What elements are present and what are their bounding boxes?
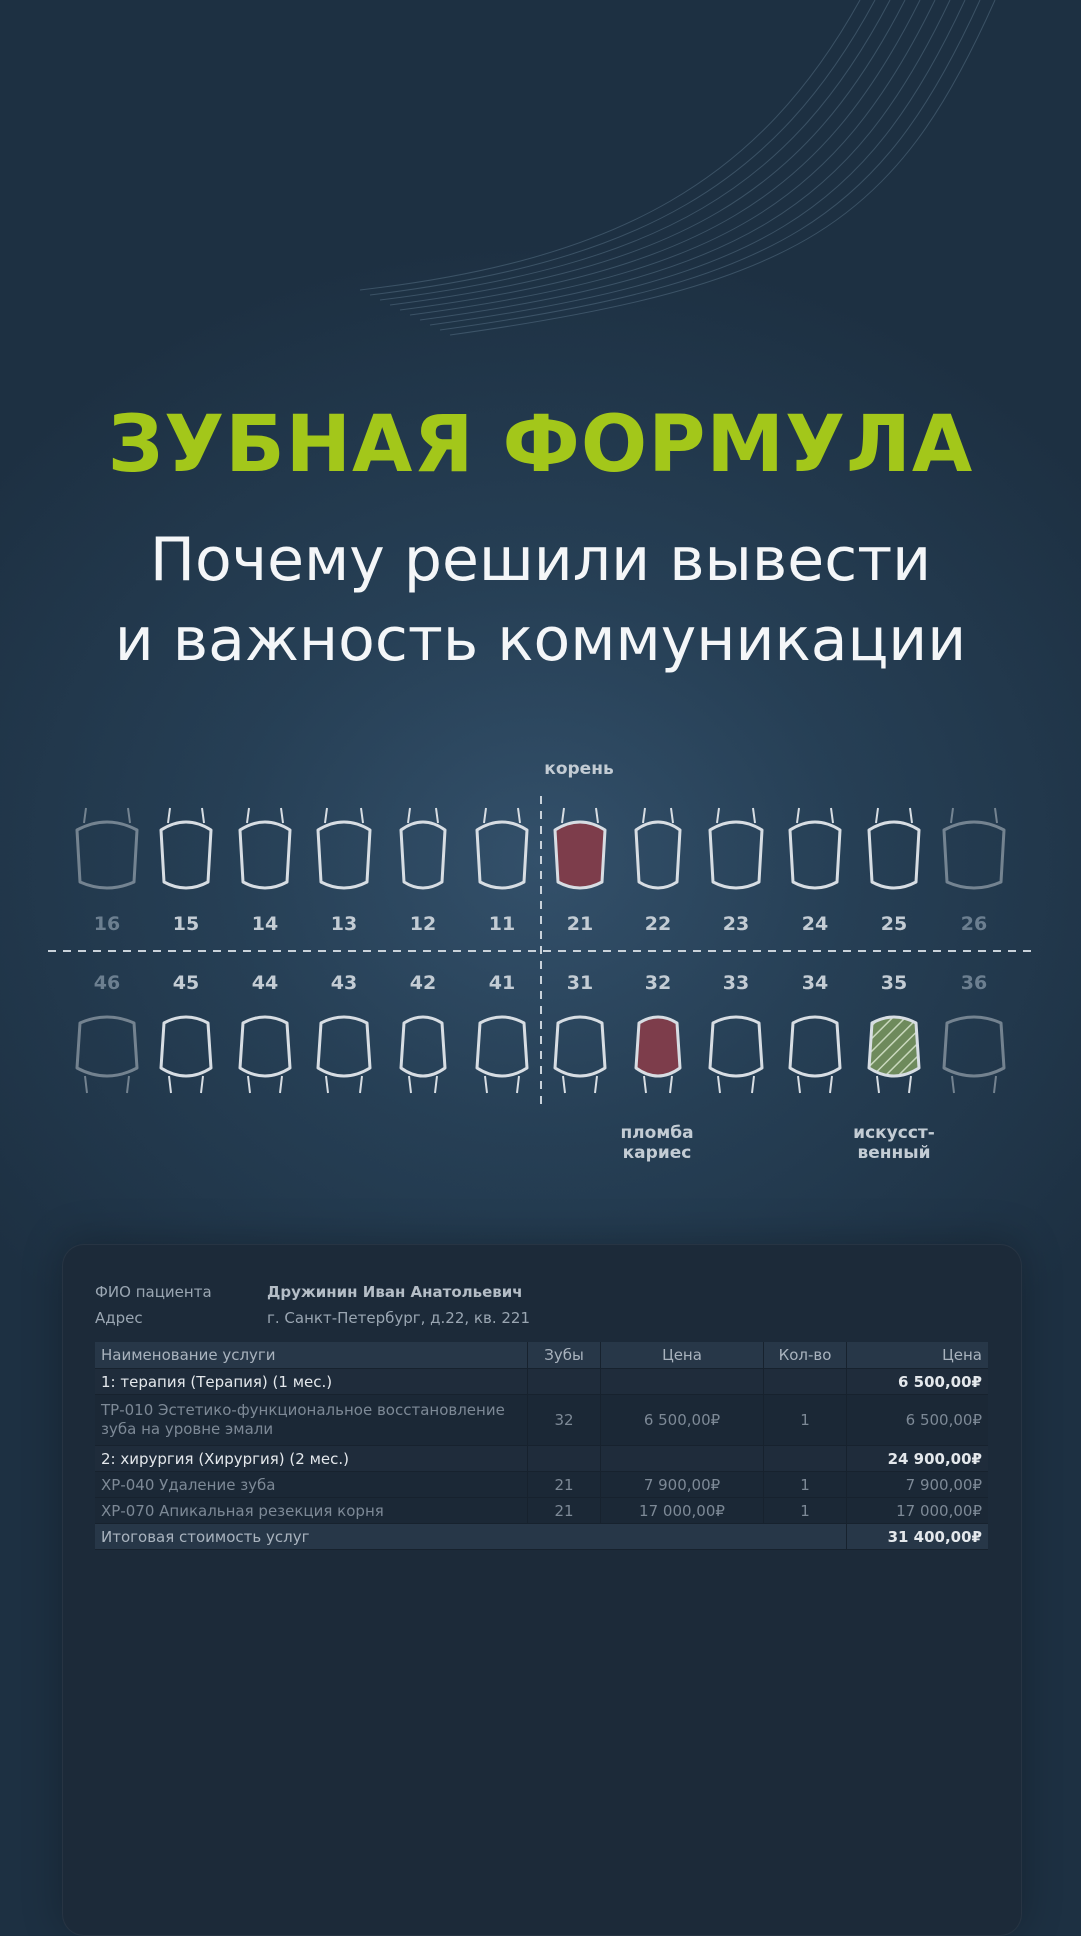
service-price: 17 000,00₽ — [601, 1498, 764, 1524]
tooth-31 — [555, 1017, 605, 1076]
tooth-number-31: 31 — [566, 972, 594, 994]
empty-cell — [764, 1369, 847, 1395]
group-total: 24 900,00₽ — [847, 1446, 989, 1472]
summary-total: 31 400,00₽ — [847, 1524, 989, 1550]
header-service-name: Наименование услуги — [95, 1342, 528, 1369]
empty-cell — [528, 1369, 601, 1395]
summary-row — [95, 1524, 988, 1550]
tooth-number-43: 43 — [330, 972, 358, 994]
tooth-45 — [161, 1017, 211, 1076]
tooth-number-11: 11 — [488, 913, 516, 935]
tooth-number-45: 45 — [172, 972, 200, 994]
group-name: 2: хирургия (Хирургия) (2 мес.) — [95, 1446, 528, 1472]
subtitle-line-2: и важность коммуникации — [114, 605, 967, 675]
tooth-number-24: 24 — [801, 913, 829, 935]
tooth-43 — [318, 1017, 370, 1076]
tooth-15 — [161, 822, 211, 888]
tooth-34 — [790, 1017, 840, 1076]
tooth-number-33: 33 — [722, 972, 750, 994]
tooth-root — [169, 1076, 203, 1093]
dental-formula — [0, 740, 1081, 1180]
tooth-number-13: 13 — [330, 913, 358, 935]
service-row — [95, 1498, 988, 1524]
tooth-32 — [636, 1017, 680, 1076]
tooth-number-15: 15 — [172, 913, 200, 935]
tooth-42 — [401, 1017, 445, 1076]
tooth-root — [326, 1076, 362, 1093]
service-price: 6 500,00₽ — [601, 1395, 764, 1446]
patient-address-row — [95, 1305, 530, 1331]
tooth-number-21: 21 — [566, 913, 594, 935]
empty-cell — [601, 1369, 764, 1395]
service-total: 17 000,00₽ — [847, 1498, 989, 1524]
tooth-number-41: 41 — [488, 972, 516, 994]
service-row — [95, 1472, 988, 1498]
patient-address-label: Адрес — [95, 1309, 143, 1327]
tooth-root — [248, 1076, 282, 1093]
label-filling-line2: кариес — [622, 1143, 692, 1163]
tooth-number-34: 34 — [801, 972, 829, 994]
patient-info — [95, 1279, 530, 1331]
group-row — [95, 1446, 988, 1472]
tooth-21 — [555, 822, 605, 888]
service-price: 7 900,00₽ — [601, 1472, 764, 1498]
label-artificial-line2: венный — [857, 1143, 931, 1163]
tooth-23 — [710, 822, 762, 888]
treatment-plan-card — [62, 1244, 1022, 1936]
tooth-root — [952, 1076, 996, 1093]
group-name: 1: терапия (Терапия) (1 мес.) — [95, 1369, 528, 1395]
tooth-root — [409, 1076, 437, 1093]
tooth-number-46: 46 — [93, 972, 121, 994]
header-price: Цена — [601, 1342, 764, 1369]
tooth-number-16: 16 — [93, 913, 121, 935]
group-total: 6 500,00₽ — [847, 1369, 989, 1395]
service-qty: 1 — [764, 1498, 847, 1524]
tooth-number-25: 25 — [880, 913, 908, 935]
table-header-row — [95, 1342, 988, 1369]
header-teeth: Зубы — [528, 1342, 601, 1369]
patient-address: г. Санкт-Петербург, д.22, кв. 221 — [267, 1309, 530, 1327]
services-table — [95, 1342, 988, 1550]
empty-cell — [764, 1446, 847, 1472]
tooth-root — [644, 1076, 672, 1093]
tooth-root — [798, 1076, 832, 1093]
label-root: корень — [544, 759, 614, 779]
summary-label: Итоговая стоимость услуг — [95, 1524, 847, 1550]
label-filling-line1: пломба — [620, 1123, 694, 1143]
tooth-number-23: 23 — [722, 913, 750, 935]
tooth-number-14: 14 — [251, 913, 279, 935]
subtitle-line-1: Почему решили вывести — [149, 525, 932, 595]
header-qty: Кол-во — [764, 1342, 847, 1369]
service-name: ХР-040 Удаление зуба — [95, 1472, 528, 1498]
tooth-13 — [318, 822, 370, 888]
tooth-22 — [636, 822, 680, 888]
tooth-11 — [477, 822, 527, 888]
tooth-number-32: 32 — [644, 972, 672, 994]
group-row — [95, 1369, 988, 1395]
page-subtitle — [0, 520, 1081, 680]
tooth-number-36: 36 — [960, 972, 988, 994]
service-teeth: 21 — [528, 1498, 601, 1524]
tooth-number-44: 44 — [251, 972, 279, 994]
tooth-26 — [944, 822, 1004, 888]
tooth-number-42: 42 — [409, 972, 437, 994]
service-total: 6 500,00₽ — [847, 1395, 989, 1446]
service-name: ТР-010 Эстетико-функциональное восстановление зуба на уровне эмали — [95, 1395, 528, 1446]
service-row — [95, 1395, 988, 1446]
tooth-33 — [710, 1017, 762, 1076]
patient-name: Дружинин Иван Анатольевич — [267, 1283, 523, 1301]
tooth-36 — [944, 1017, 1004, 1076]
header-total: Цена — [847, 1342, 989, 1369]
service-qty: 1 — [764, 1472, 847, 1498]
tooth-46 — [77, 1017, 137, 1076]
tooth-35 — [869, 1017, 919, 1076]
tooth-number-35: 35 — [880, 972, 908, 994]
service-qty: 1 — [764, 1395, 847, 1446]
tooth-number-12: 12 — [409, 913, 437, 935]
tooth-16 — [77, 822, 137, 888]
empty-cell — [528, 1446, 601, 1472]
tooth-14 — [240, 822, 290, 888]
tooth-41 — [477, 1017, 527, 1076]
tooth-25 — [869, 822, 919, 888]
service-total: 7 900,00₽ — [847, 1472, 989, 1498]
service-name: ХР-070 Апикальная резекция корня — [95, 1498, 528, 1524]
tooth-number-22: 22 — [644, 913, 672, 935]
empty-cell — [601, 1446, 764, 1472]
tooth-root — [718, 1076, 754, 1093]
patient-name-row — [95, 1279, 530, 1305]
tooth-44 — [240, 1017, 290, 1076]
tooth-root — [485, 1076, 519, 1093]
tooth-24 — [790, 822, 840, 888]
service-teeth: 21 — [528, 1472, 601, 1498]
tooth-12 — [401, 822, 445, 888]
patient-name-label: ФИО пациента — [95, 1283, 212, 1301]
tooth-number-26: 26 — [960, 913, 988, 935]
tooth-root — [563, 1076, 597, 1093]
service-teeth: 32 — [528, 1395, 601, 1446]
decorative-lines — [0, 0, 1081, 360]
page-title: ЗУБНАЯ ФОРМУЛА — [107, 400, 974, 490]
label-artificial-line1: искусст- — [853, 1123, 935, 1143]
tooth-root — [85, 1076, 129, 1093]
tooth-root — [877, 1076, 911, 1093]
